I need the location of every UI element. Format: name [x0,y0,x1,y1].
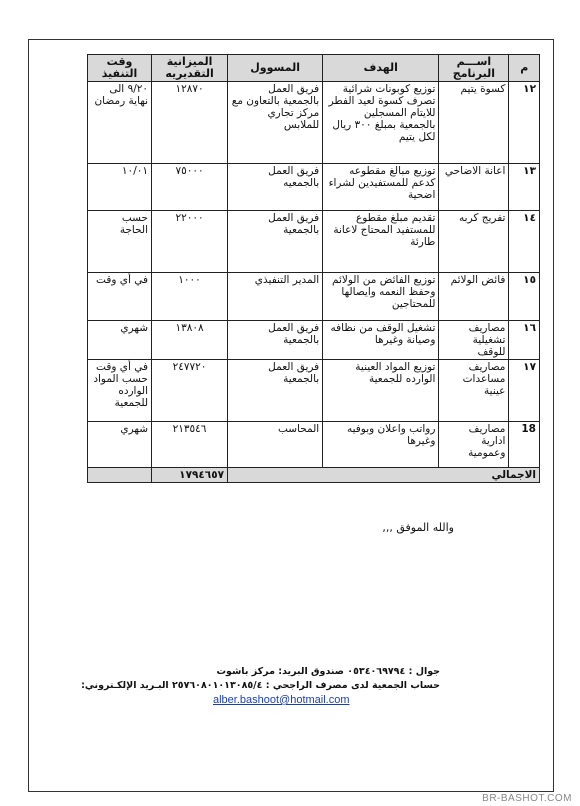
row-time: ٩/٢٠ الى نهاية رمضان [88,82,152,164]
row-responsible: فريق العمل بالجمعية [228,321,323,360]
row-budget: ٢٤٧٧٢٠ [152,360,228,422]
watermark: BR-BASHOT.COM [482,793,572,804]
row-goal: توزيع الفائض من الولائم وحفظ النعمه وايصالها للمحتاجين [323,273,439,321]
row-budget: ٢٢٠٠٠ [152,211,228,273]
total-label: الاجمالي [228,468,540,483]
header-responsible: المسوول [228,55,323,82]
row-time: في أي وقت حسب المواد الوارده للجمعية [88,360,152,422]
row-num: ١٢ [509,82,540,164]
row-responsible: المحاسب [228,422,323,468]
row-budget: ١٠٠٠ [152,273,228,321]
row-responsible: فريق العمل بالجمعية [228,360,323,422]
row-time: شهري [88,422,152,468]
row-program: فائض الولائم [439,273,509,321]
header-time: وقت التنفيذ [88,55,152,82]
table-row [88,82,540,164]
row-budget: ١٣٨٠٨ [152,321,228,360]
row-time: شهري [88,321,152,360]
row-program: اعانة الاضاحي [439,164,509,211]
row-goal: توزيع كوبونات شرائية تصرف كسوة لعيد الفطر للايتام المسجلين بالجمعية بمبلغ ٣٠٠ ريال لكل يتيم [323,82,439,164]
row-num: ١٧ [509,360,540,422]
row-goal: توزيع مبالغ مقطوعه كدعم للمستفيدين لشراء اضحية [323,164,439,211]
table-row [88,422,540,468]
table-header-row [88,55,540,82]
table-row [88,360,540,422]
table-row [88,211,540,273]
header-num: م [509,55,540,82]
table-row [88,164,540,211]
header-budget: الميزانية التقديريه [152,55,228,82]
closing-text: والله الموفق ,,, [382,521,454,534]
row-goal: رواتب واعلان وبوفيه وغيرها [323,422,439,468]
total-empty-cell [88,468,152,483]
row-num: ١٣ [509,164,540,211]
row-goal: تقديم مبلغ مقطوع للمستفيد المحتاج لاعانة طارئة [323,211,439,273]
row-time: حسب الحاجة [88,211,152,273]
row-time: في أي وقت [88,273,152,321]
table-row [88,273,540,321]
row-num: ١٤ [509,211,540,273]
header-program: اســـم البرنامج [439,55,509,82]
row-goal: تشغيل الوقف من نظافه وصيانة وغيرها [323,321,439,360]
row-num: ١٥ [509,273,540,321]
footer-contact: جوال : ٠٥٣٤٠٦٩٧٩٤ صندوق البريد: مركز باشوت [216,666,440,677]
email-link[interactable]: alber.bashoot@hotmail.com [213,694,350,706]
row-program: مصاريف ادارية وعمومية [439,422,509,468]
row-goal: توزيع المواد العينية الوارده للجمعية [323,360,439,422]
footer-bank: حساب الجمعية لدى مصرف الراجحي : ٢٥٧٦٠٨٠١٠١٣٠٨٥/٤ البـريد الإلكـتروني: [81,680,440,691]
budget-table [87,54,540,483]
table-row [88,321,540,360]
row-budget: ١٢٨٧٠ [152,82,228,164]
row-num: ١٦ [509,321,540,360]
header-goal: الهدف [323,55,439,82]
row-responsible: فريق العمل بالجمعية [228,211,323,273]
row-responsible: فريق العمل بالجمعية بالتعاون مع مركز تجاري للملابس [228,82,323,164]
row-budget: ٧٥٠٠٠ [152,164,228,211]
row-time: ١٠/٠١ [88,164,152,211]
row-program: مصاريف مساعدات عينية [439,360,509,422]
total-row [88,468,540,483]
row-responsible: فريق العمل بالجمعيه [228,164,323,211]
row-program: تفريج كربه [439,211,509,273]
row-program: كسوة يتيم [439,82,509,164]
row-num: 18 [509,422,540,468]
total-value: ١٧٩٤٦٥٧ [152,468,228,483]
row-program: مصاريف تشغيلية للوقف [439,321,509,360]
row-budget: ٢١٣٥٤٦ [152,422,228,468]
row-responsible: المدير التنفيذي [228,273,323,321]
